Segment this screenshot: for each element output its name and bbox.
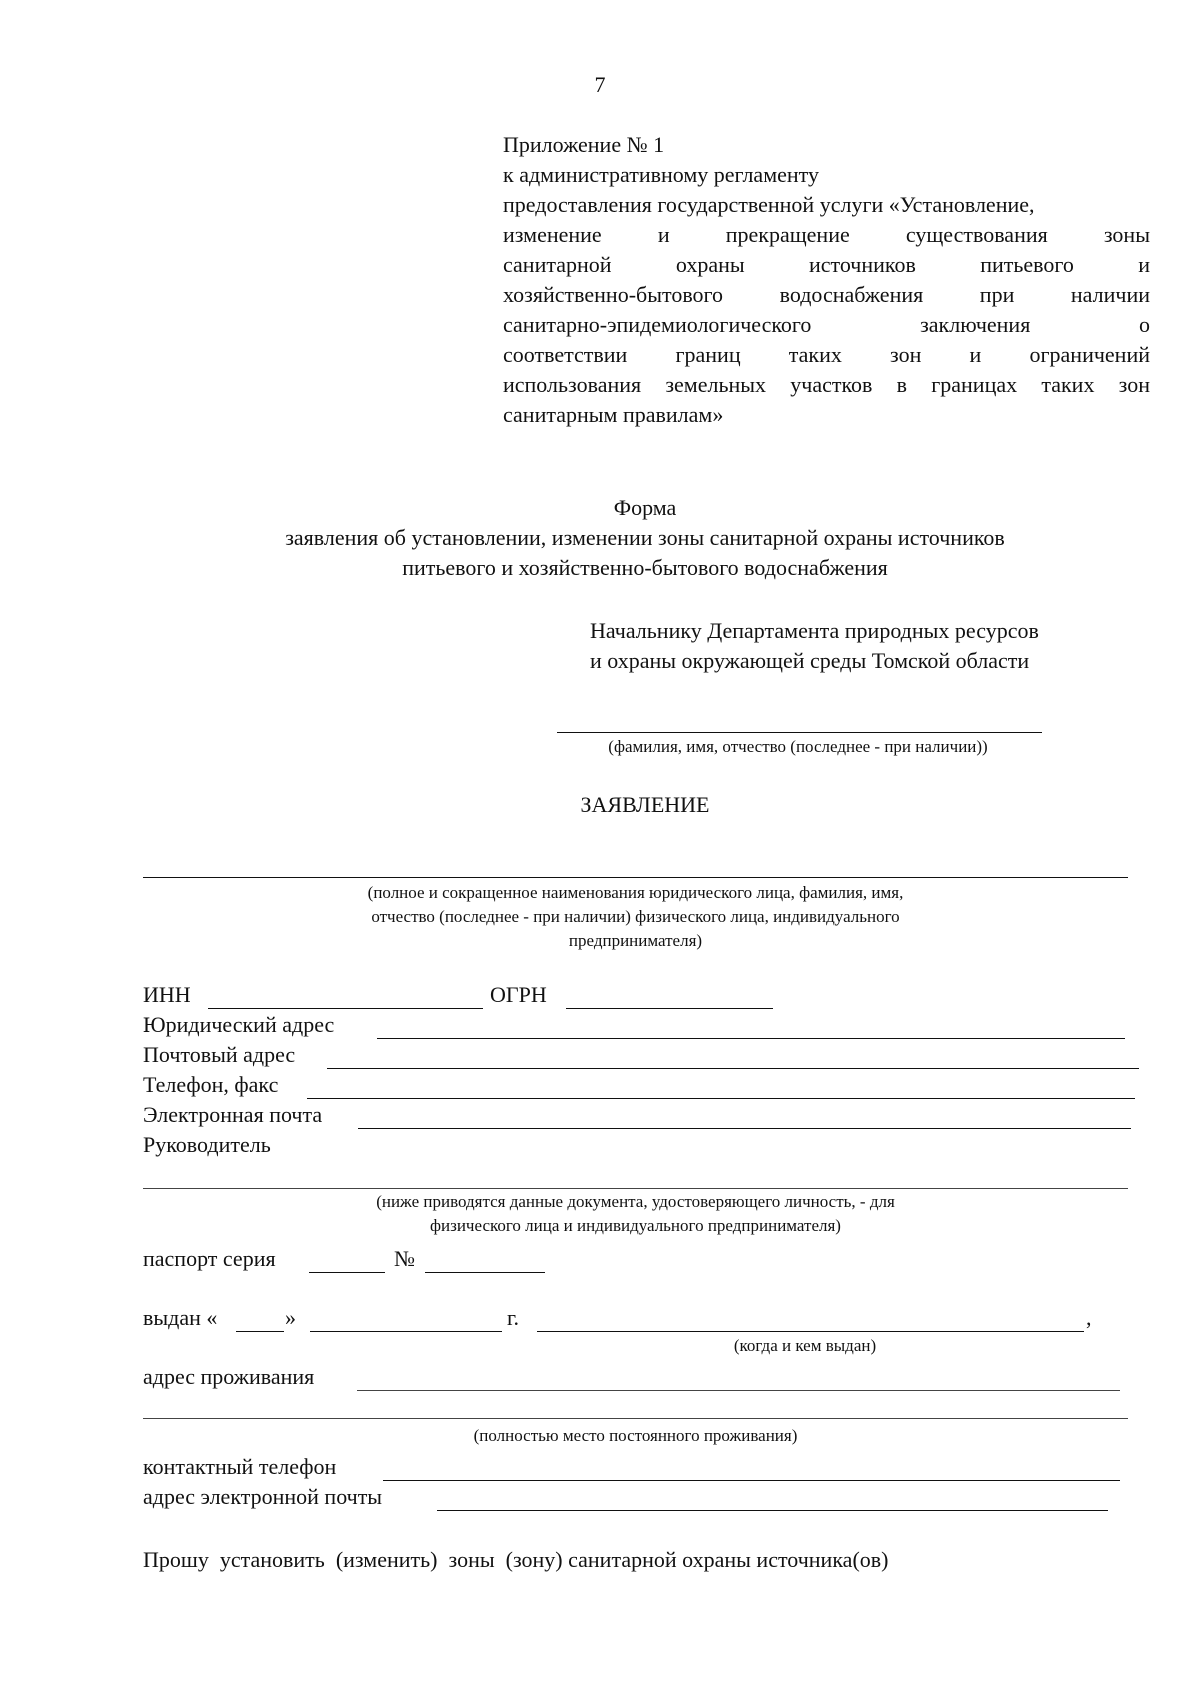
applicant-caption-line: (полное и сокращенное наименования юридического лица, фамилия, имя, xyxy=(367,883,904,902)
form-heading xyxy=(100,493,1190,583)
addressee-line: и охраны окружающей среды Томской области xyxy=(590,648,1030,673)
legal-address-field[interactable] xyxy=(377,1038,1125,1039)
phone-fax-field[interactable] xyxy=(307,1098,1135,1099)
appendix-line: санитарным правилам» xyxy=(503,402,724,427)
head-field[interactable] xyxy=(143,1188,1128,1189)
applicant-caption xyxy=(143,881,1128,953)
issued-day-field[interactable] xyxy=(236,1331,284,1332)
form-title: Форма xyxy=(613,495,677,520)
contact-phone-label: контактный телефон xyxy=(143,1454,337,1479)
postal-address-label: Почтовый адрес xyxy=(143,1042,296,1067)
residence-caption: (полностью место постоянного проживания) xyxy=(473,1426,798,1445)
statement-title: ЗАЯВЛЕНИЕ xyxy=(580,792,710,817)
inn-field[interactable] xyxy=(208,1008,483,1009)
appendix-line: санитарной охраны источников питьевого и xyxy=(503,252,1150,277)
appendix-line: использования земельных участков в границах таких зон xyxy=(503,372,1150,397)
addressee-line: Начальнику Департамента природных ресурсов xyxy=(590,618,1039,643)
passport-series-label: паспорт серия xyxy=(143,1246,276,1271)
residence-field-2[interactable] xyxy=(143,1418,1128,1419)
legal-address-label: Юридический адрес xyxy=(143,1012,335,1037)
appendix-title: Приложение № 1 xyxy=(503,132,665,157)
email-field[interactable] xyxy=(358,1128,1131,1129)
phone-fax-label: Телефон, факс xyxy=(143,1072,279,1097)
addressee xyxy=(590,616,1170,676)
passport-number-label: № xyxy=(394,1246,415,1271)
issued-comma: , xyxy=(1086,1305,1092,1330)
inn-label: ИНН xyxy=(143,982,191,1007)
addressee-name-line[interactable] xyxy=(557,732,1042,733)
applicant-caption-line: предпринимателя) xyxy=(568,931,703,950)
issued-year-label: г. xyxy=(507,1305,520,1330)
appendix-line: изменение и прекращение существования зоны xyxy=(503,222,1150,247)
issued-month-field[interactable] xyxy=(310,1331,502,1332)
postal-address-field[interactable] xyxy=(327,1068,1139,1069)
passport-number-field[interactable] xyxy=(425,1272,545,1273)
appendix-line: соответствии границ таких зон и ограничений xyxy=(503,342,1150,367)
appendix-line: предоставления государственной услуги «Установление, xyxy=(503,192,1035,217)
identity-caption-line: физического лица и индивидуального предпринимателя) xyxy=(430,1216,841,1235)
issued-label: выдан « xyxy=(143,1305,218,1330)
residence-field[interactable] xyxy=(357,1390,1120,1391)
head-label: Руководитель xyxy=(143,1132,271,1157)
passport-series-field[interactable] xyxy=(309,1272,385,1273)
identity-caption xyxy=(143,1190,1128,1238)
email-label: Электронная почта xyxy=(143,1102,323,1127)
applicant-caption-line: отчество (последнее - при наличии) физического лица, индивидуального xyxy=(371,907,900,926)
addressee-caption: (фамилия, имя, отчество (последнее - при наличии)) xyxy=(608,737,988,756)
contact-phone-field[interactable] xyxy=(383,1480,1120,1481)
page-number: 7 xyxy=(594,72,606,97)
appendix-line: к административному регламенту xyxy=(503,162,819,187)
issued-by-field[interactable] xyxy=(537,1331,1084,1332)
appendix-line: санитарно-эпидемиологического заключения о xyxy=(503,312,1150,337)
issued-caption: (когда и кем выдан) xyxy=(733,1336,877,1355)
ogrn-label: ОГРН xyxy=(490,982,547,1007)
form-subtitle-line: заявления об установлении, изменении зоны санитарной охраны источников xyxy=(285,525,1005,550)
residence-label: адрес проживания xyxy=(143,1364,315,1389)
ogrn-field[interactable] xyxy=(566,1008,773,1009)
appendix-line: хозяйственно-бытового водоснабжения при наличии xyxy=(503,282,1150,307)
identity-caption-line: (ниже приводятся данные документа, удостоверяющего личность, - для xyxy=(376,1192,895,1211)
appendix-block xyxy=(503,130,1150,430)
request-text: Прошу установить (изменить) зоны (зону) санитарной охраны источника(ов) xyxy=(143,1547,889,1572)
issued-close-quote: » xyxy=(285,1305,296,1330)
applicant-name-line[interactable] xyxy=(143,877,1128,878)
contact-email-field[interactable] xyxy=(437,1510,1108,1511)
contact-email-label: адрес электронной почты xyxy=(143,1484,383,1509)
form-subtitle-line: питьевого и хозяйственно-бытового водоснабжения xyxy=(402,555,888,580)
